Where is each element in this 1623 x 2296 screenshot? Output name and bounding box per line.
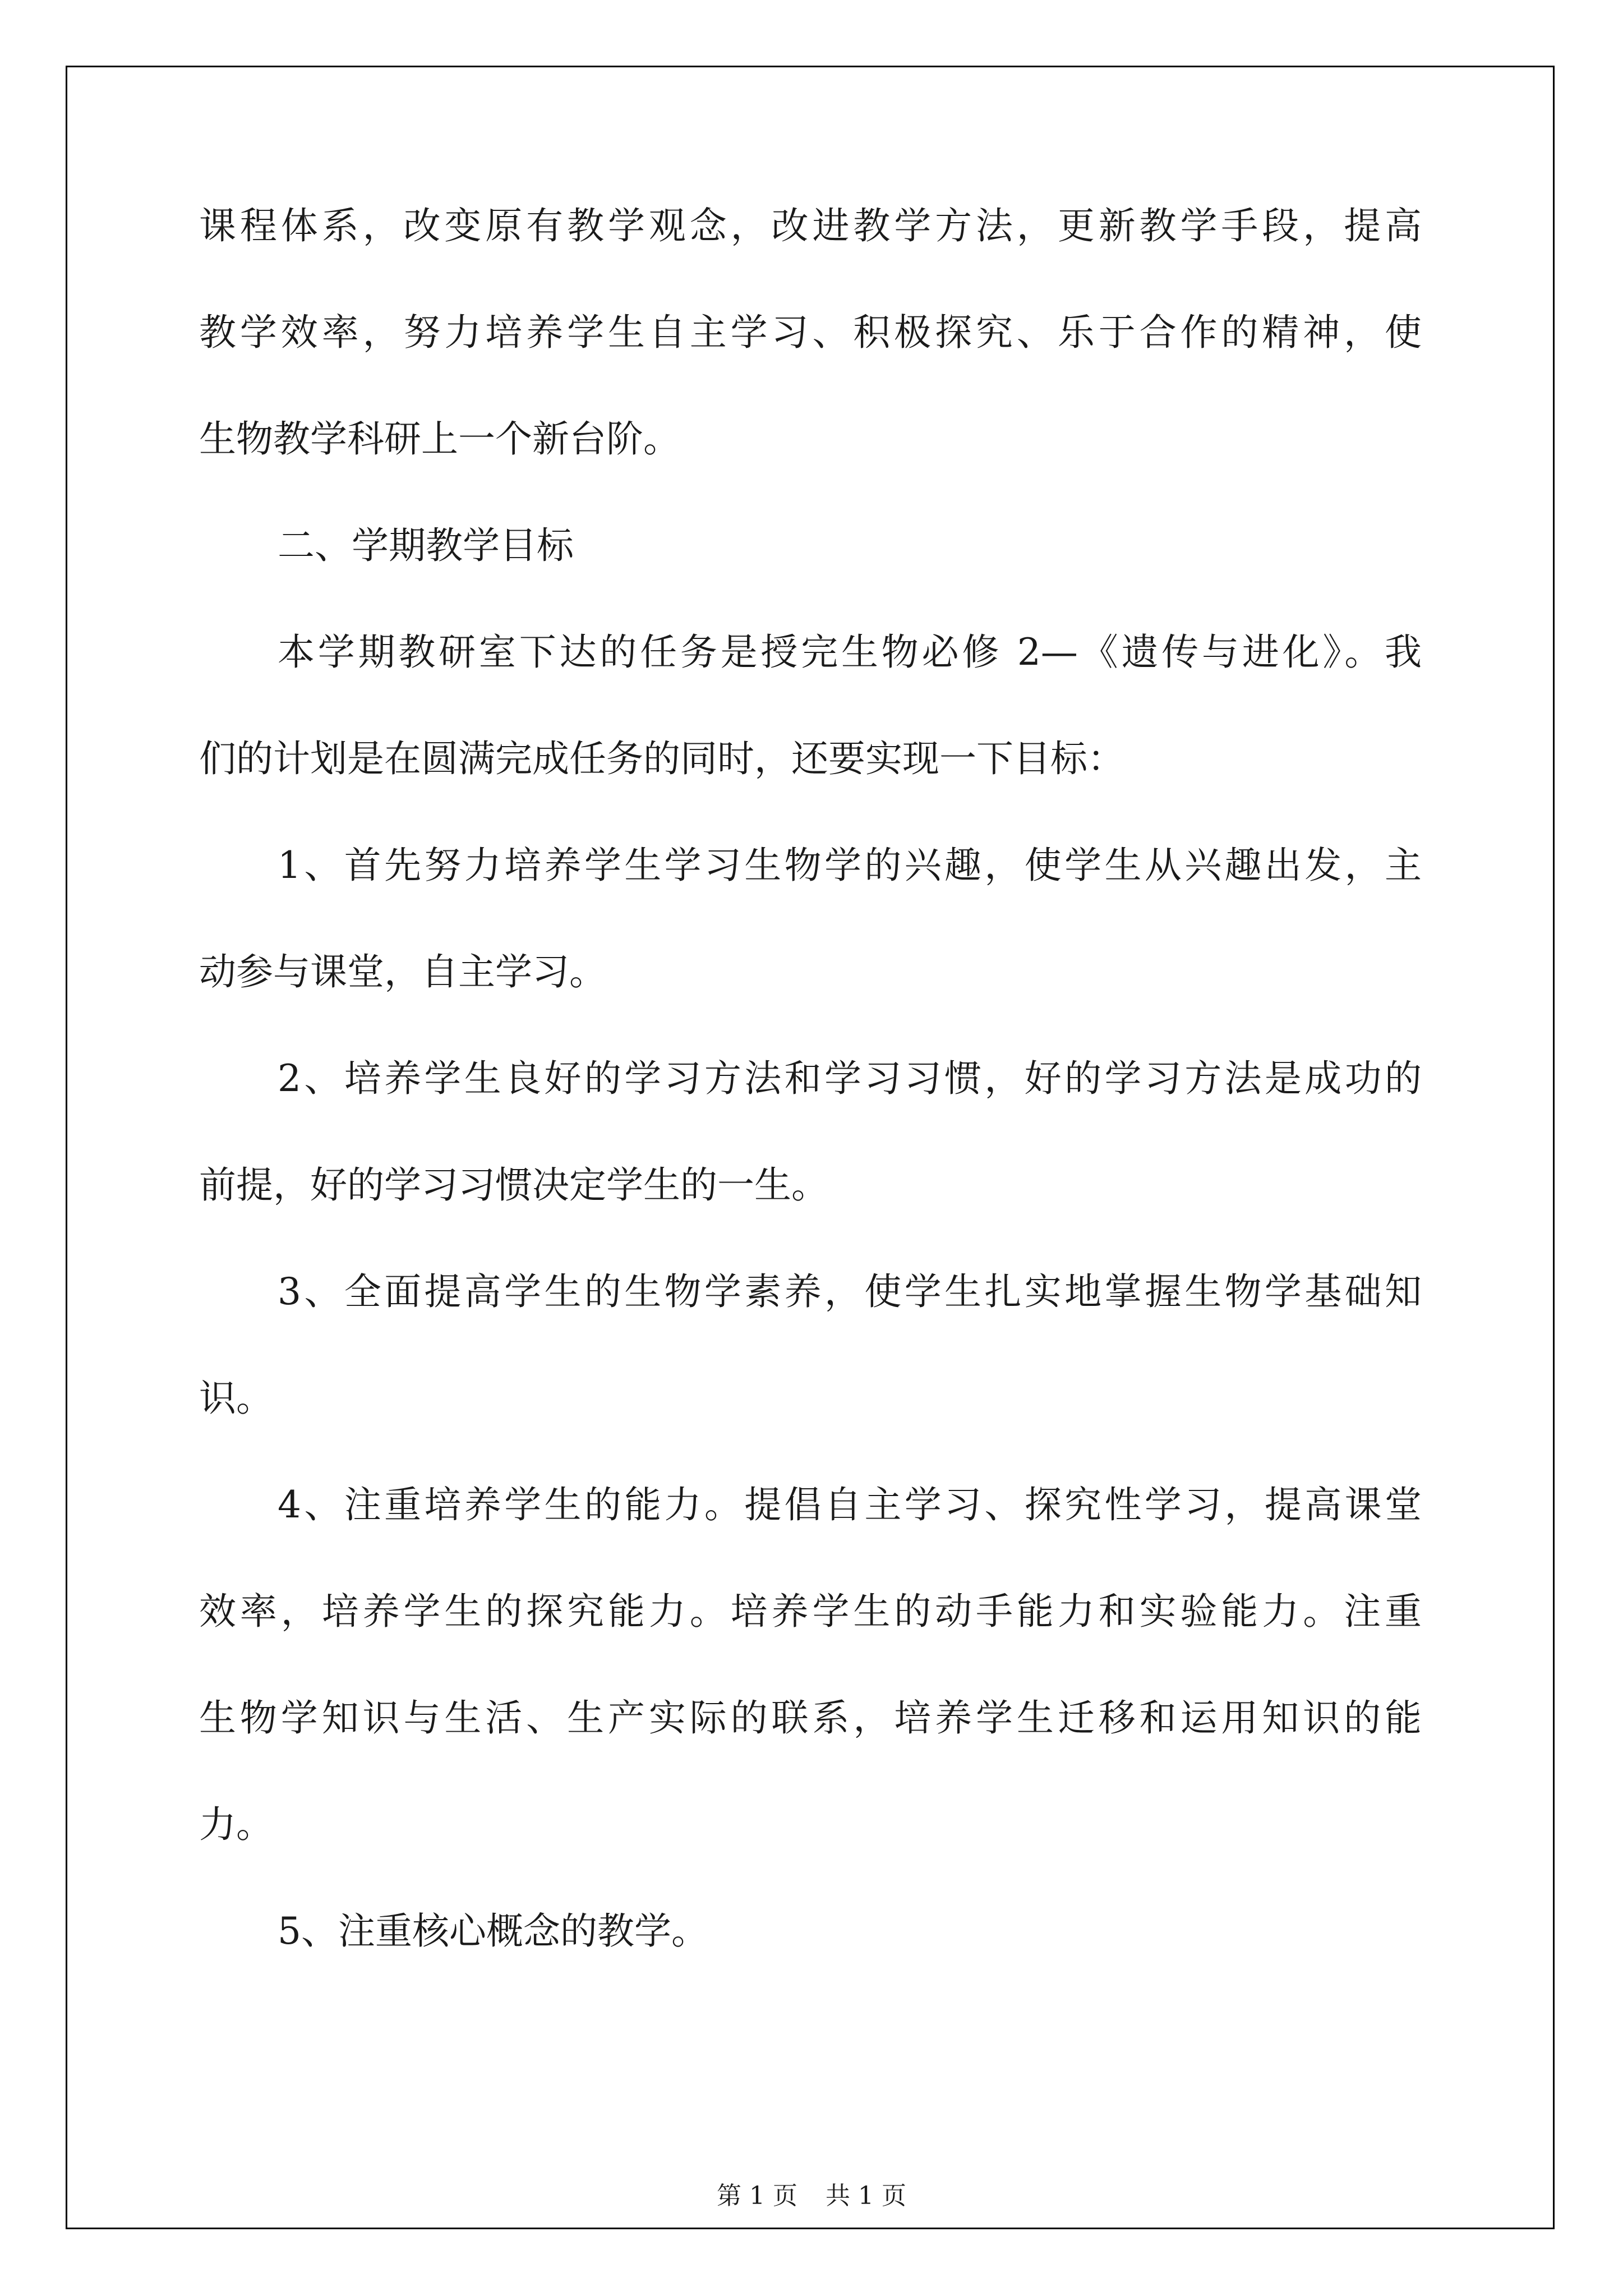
list-item-line: 前提，好的学习习惯决定学生的一生。 [199, 1163, 828, 1207]
list-item-line: 识。 [199, 1377, 273, 1420]
list-item-line: 4、注重培养学生的能力。提倡自主学习、探究性学习，提高课堂 [278, 1483, 1422, 1526]
list-item-line: 力。 [199, 1803, 273, 1846]
list-item-line: 1、首先努力培养学生学习生物学的兴趣，使学生从兴趣出发，主 [278, 844, 1422, 887]
page-border [66, 66, 1555, 2229]
page-number-current: 第 1 页 [717, 2182, 797, 2210]
list-item-line: 2、培养学生良好的学习方法和学习习惯，好的学习方法是成功的 [278, 1057, 1422, 1100]
page-footer [0, 2182, 1623, 2210]
page-number-total: 共 1 页 [826, 2182, 906, 2210]
list-item-line: 动参与课堂，自主学习。 [199, 950, 606, 993]
list-item-line: 效率，培养学生的探究能力。培养学生的动手能力和实验能力。注重 [199, 1590, 1422, 1633]
list-item-line: 5、注重核心概念的教学。 [278, 1910, 708, 1953]
section-heading: 二、学期教学目标 [278, 524, 574, 567]
text-line: 们的计划是在圆满完成任务的同时，还要实现一下目标： [199, 737, 1124, 780]
text-line: 教学效率，努力培养学生自主学习、积极探究、乐于合作的精神，使 [199, 311, 1422, 354]
text-line: 生物教学科研上一个新台阶。 [199, 417, 680, 461]
list-item-line: 3、全面提高学生的生物学素养，使学生扎实地掌握生物学基础知 [278, 1270, 1422, 1313]
text-line: 本学期教研室下达的任务是授完生物必修 2—《遗传与进化》。我 [278, 631, 1422, 674]
list-item-line: 生物学知识与生活、生产实际的联系，培养学生迁移和运用知识的能 [199, 1696, 1422, 1740]
text-line: 课程体系，改变原有教学观念，改进教学方法，更新教学手段，提高 [199, 204, 1422, 247]
